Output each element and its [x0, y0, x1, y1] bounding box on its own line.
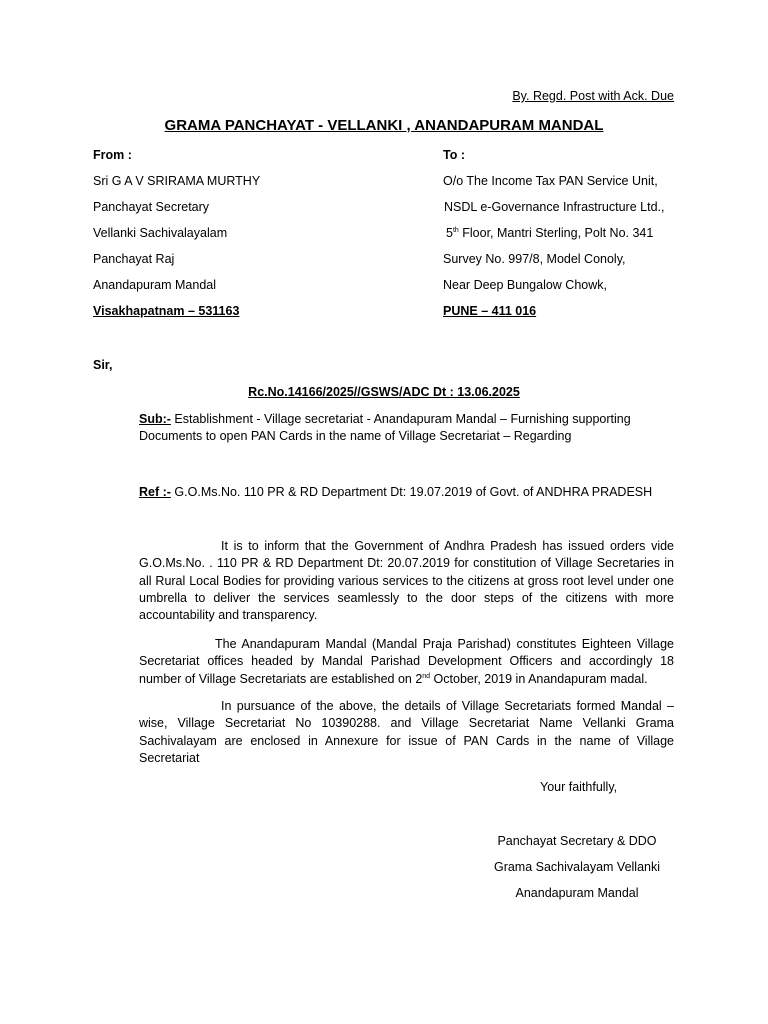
reference-number-text: Rc.No.14166/2025//GSWS/ADC Dt : 13.06.2025 — [248, 385, 520, 399]
to-line: Survey No. 997/8, Model Conoly, — [443, 252, 626, 266]
reference-line — [139, 484, 674, 501]
to-line: NSDL e-Governance Infrastructure Ltd., — [444, 200, 665, 214]
reference-number — [0, 384, 768, 401]
body-superscript: nd — [422, 672, 431, 680]
to-line: O/o The Income Tax PAN Service Unit, — [443, 174, 658, 188]
reference-text: G.O.Ms.No. 110 PR & RD Department Dt: 19.07.2019 of Govt. of ANDHRA PRADESH — [170, 485, 653, 499]
reference-label: Ref :- — [139, 485, 171, 499]
salutation: Sir, — [93, 358, 113, 372]
post-note: By. Regd. Post with Ack. Due — [512, 89, 674, 103]
to-line — [446, 225, 653, 242]
from-line: Anandapuram Mandal — [93, 278, 216, 292]
body-text: The Anandapuram Mandal (Mandal Praja Parishad) constitutes Eighteen Village Secretariat offices headed by Mandal Parishad Development Officers and accordingly 18 number of Village Secretariats are established on 2 — [139, 637, 674, 686]
signature-line: Panchayat Secretary & DDO — [497, 834, 657, 848]
body-paragraph: It is to inform that the Government of Andhra Pradesh has issued orders vide G.O.Ms.No. . 110 PR & RD Department Dt: 20.07.2019 for constitution of Village Secretaries in all Rural Local Bodies for providing various services to the citizens at gross root level under one umbrella to deliver the services seamlessly to the door steps of the citizens with more accountability and transparency. — [139, 539, 674, 622]
body-paragraph: In pursuance of the above, the details of Village Secretariats formed Mandal – wise, Village Secretariat No 10390288. and Village Secretariat Name Vellanki Grama Sachivalayam are enclosed in Annexure for issue of PAN Cards in the name of Village Secretariat — [139, 699, 674, 765]
letter-title: GRAMA PANCHAYAT - VELLANKI , ANANDAPURAM MANDAL — [164, 117, 604, 134]
subject-label: Sub:- — [139, 412, 171, 426]
body-text: October, 2019 in Anandapuram madal. — [430, 671, 648, 686]
from-line: Panchayat Secretary — [93, 200, 210, 214]
from-city: Visakhapatnam – 531163 — [93, 304, 240, 318]
to-label: To : — [443, 148, 465, 162]
from-label: From : — [93, 148, 132, 162]
body-paragraph — [139, 636, 674, 688]
to-line-number: 5 — [446, 226, 453, 240]
to-line: Near Deep Bungalow Chowk, — [443, 278, 607, 292]
from-line: Panchayat Raj — [93, 252, 175, 266]
signature-line: Grama Sachivalayam Vellanki — [493, 860, 661, 874]
to-city: PUNE – 411 016 — [443, 304, 537, 318]
from-line: Vellanki Sachivalayalam — [93, 226, 228, 240]
subject-text: Establishment - Village secretariat - Anandapuram Mandal – Furnishing supporting Documents to open PAN Cards in the name of Village Secretariat – Regarding — [139, 412, 631, 444]
from-line: Sri G A V SRIRAMA MURTHY — [93, 174, 261, 188]
closing: Your faithfully, — [540, 780, 618, 794]
to-line-superscript: th — [452, 226, 459, 234]
subject-line — [139, 411, 674, 446]
to-line-rest: Floor, Mantri Sterling, Polt No. 341 — [458, 226, 654, 240]
signature-line: Anandapuram Mandal — [515, 886, 639, 900]
